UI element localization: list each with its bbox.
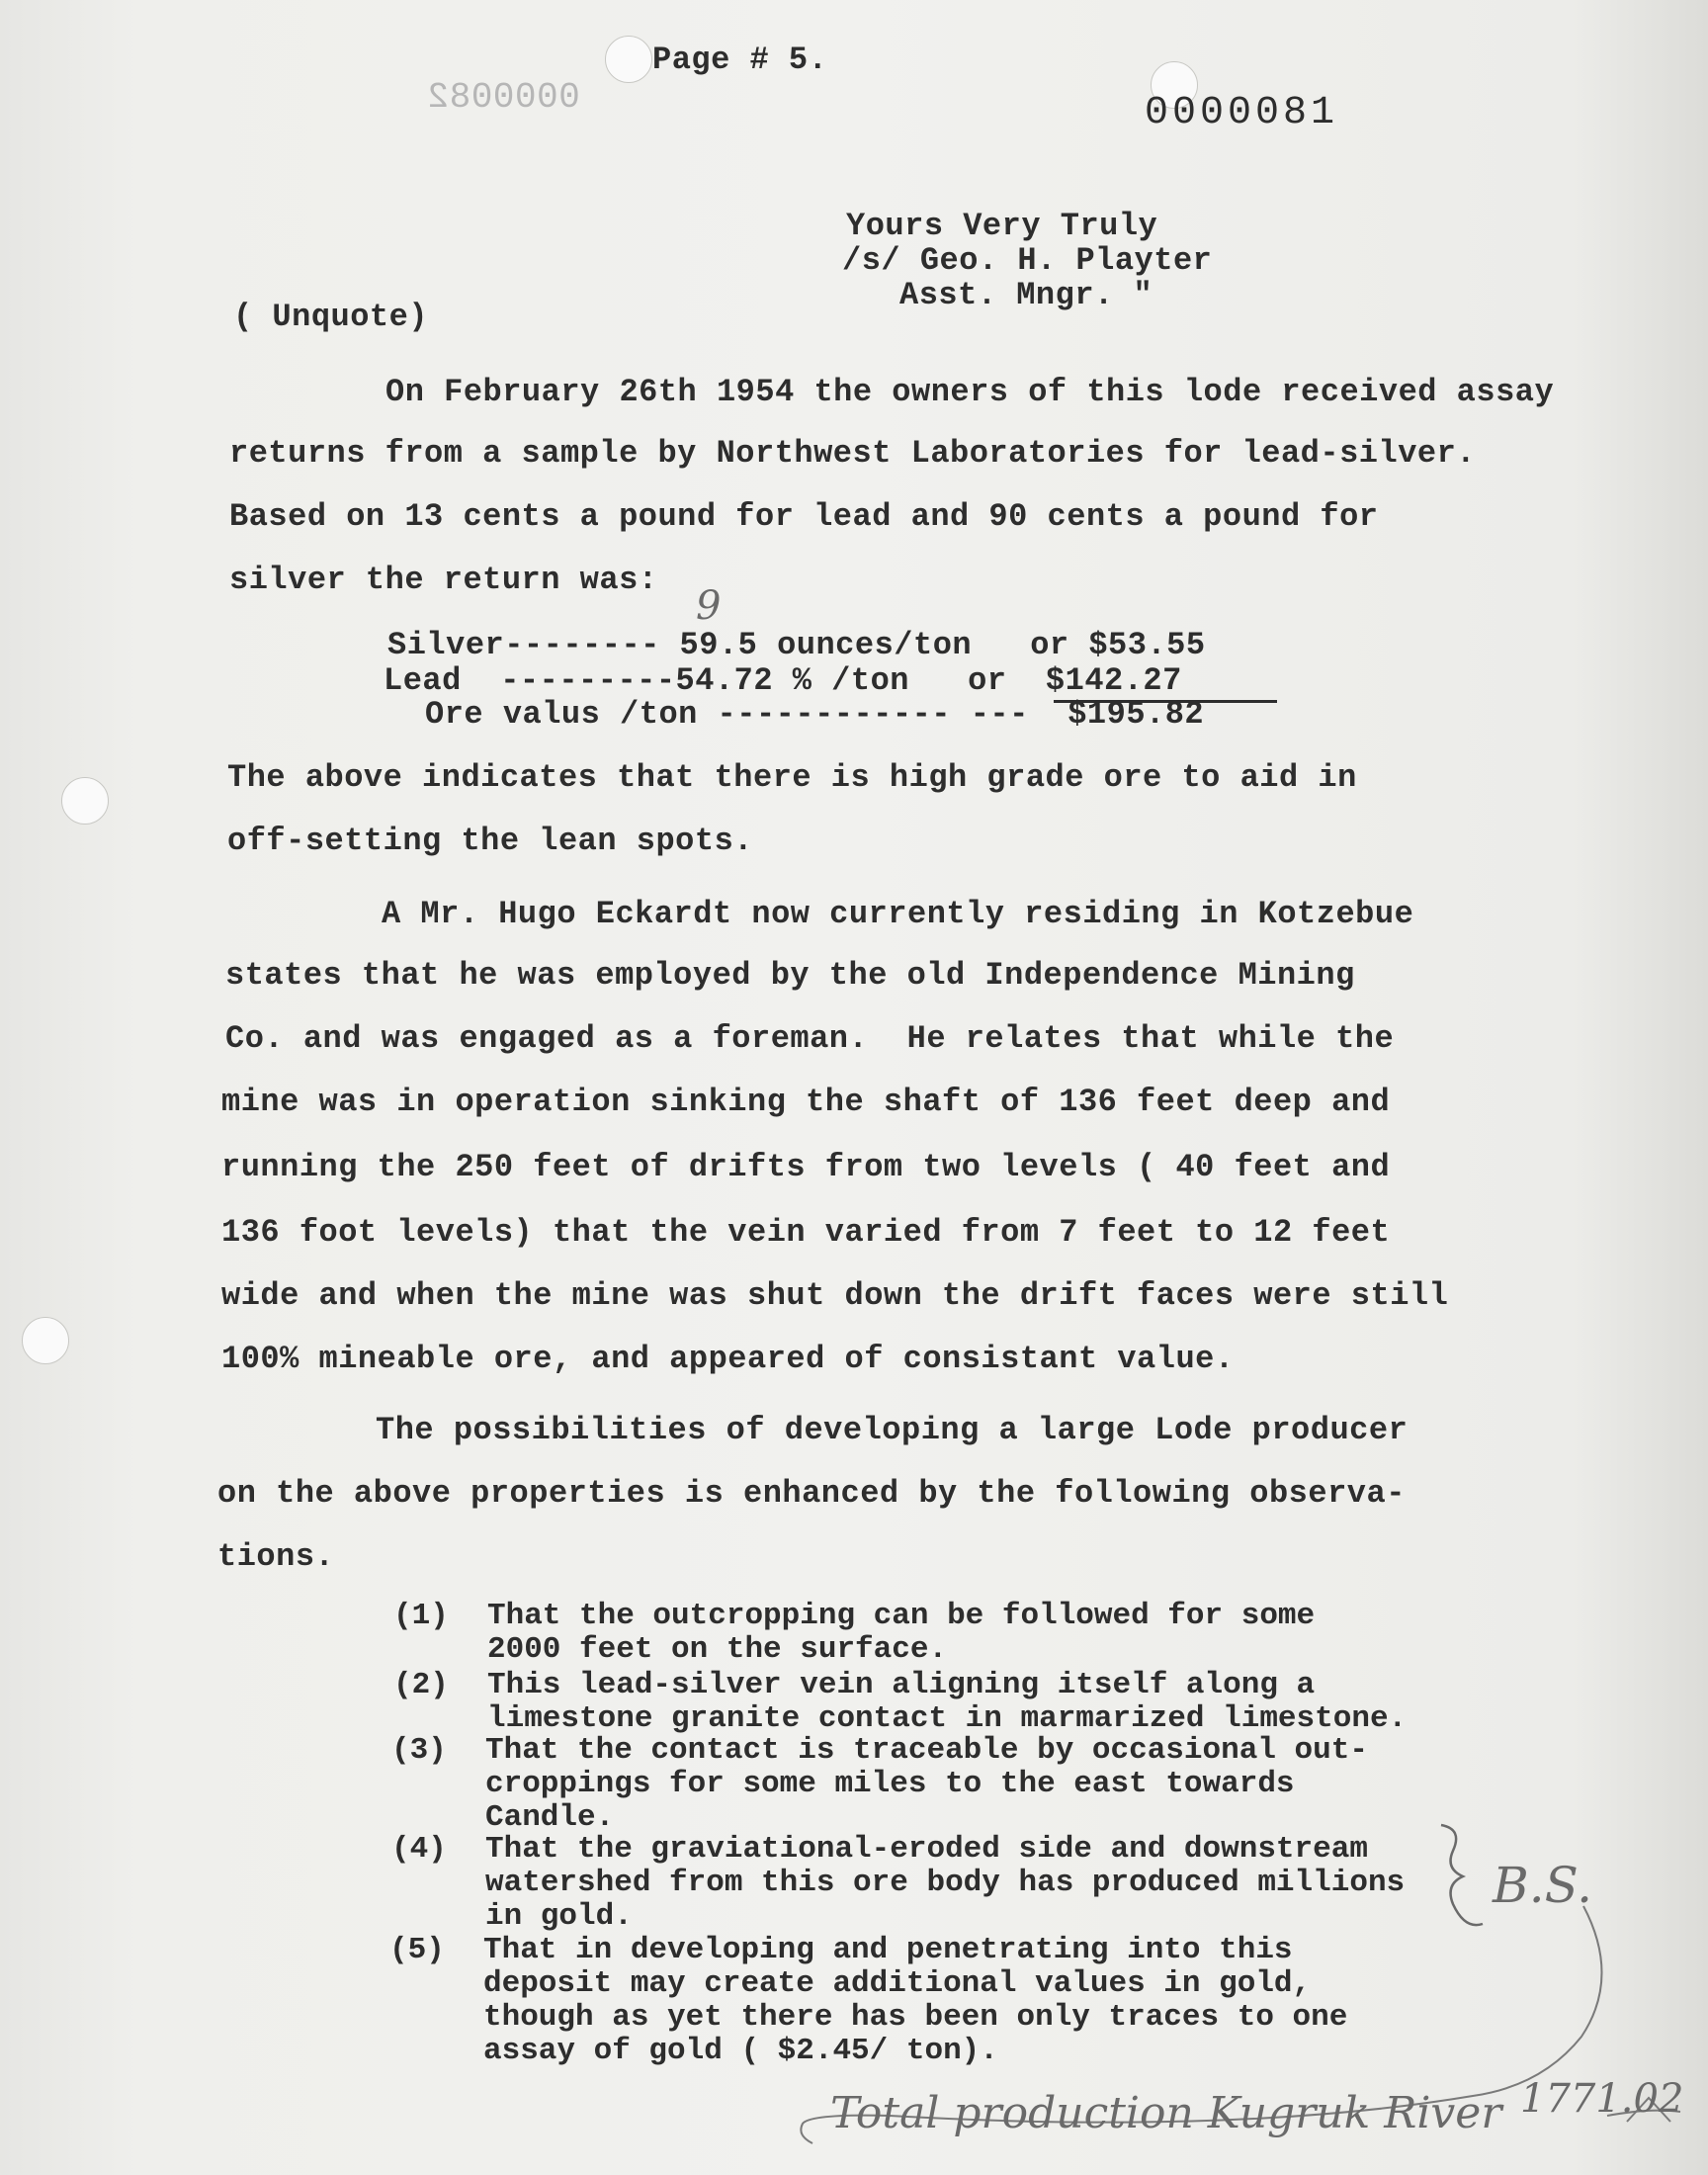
observation-number: (3) [391, 1733, 447, 1768]
paragraph-line: mine was in operation sinking the shaft of 136 feet deep and [221, 1084, 1391, 1120]
paragraph-line: The possibilities of developing a large Lode producer [376, 1412, 1409, 1448]
paragraph-line: silver the return was: [229, 562, 658, 598]
observation-line: That the outcropping can be followed for some [487, 1599, 1316, 1633]
paragraph-line: running the 250 feet of drifts from two levels ( 40 feet and [221, 1149, 1391, 1185]
handwritten-note-bottom: Total production Kugruk River [830, 2088, 1502, 2138]
assay-row-lead: Lead ---------54.72 % /ton or $142.27 [384, 662, 1182, 699]
handwritten-correction: 9 [696, 583, 722, 629]
assay-row-total: Ore valus /ton ------------ --- $195.82 [425, 696, 1205, 733]
paragraph-line: 136 foot levels) that the vein varied from 7 feet to 12 feet [221, 1214, 1391, 1251]
observation-line: That in developing and penetrating into this [483, 1933, 1293, 1967]
observation-line: This lead-silver vein aligning itself along a [487, 1668, 1316, 1702]
closing-salutation: Yours Very Truly [846, 208, 1158, 244]
observation-line: watershed from this ore body has produced millions [485, 1866, 1406, 1900]
observation-line: That the graviational-eroded side and downstream [485, 1832, 1368, 1867]
observation-line: limestone granite contact in marmarized limestone. [487, 1701, 1408, 1736]
observation-line: in gold. [485, 1899, 633, 1934]
handwritten-amount: 1771.02 [1520, 2076, 1684, 2122]
observation-number: (5) [389, 1933, 445, 1967]
document-number: 0000081 [1145, 91, 1339, 135]
handwritten-note-bs: B.S. [1493, 1857, 1593, 1914]
unquote-marker: ( Unquote) [233, 299, 429, 335]
closing-signature: /s/ Geo. H. Playter [842, 242, 1213, 279]
paragraph-line: tions. [217, 1538, 335, 1575]
observation-line: 2000 feet on the surface. [487, 1632, 948, 1667]
observation-number: (2) [393, 1668, 449, 1702]
observation-line: That the contact is traceable by occasional out- [485, 1733, 1368, 1768]
paragraph-line: A Mr. Hugo Eckardt now currently residing in Kotzebue [382, 896, 1414, 932]
closing-title: Asst. Mngr. " [899, 277, 1153, 313]
paragraph-line: Co. and was engaged as a foreman. He relates that while the [225, 1020, 1395, 1057]
paragraph-line: returns from a sample by Northwest Laboratories for lead-silver. [229, 435, 1476, 472]
paragraph-line: wide and when the mine was shut down the drift faces were still [221, 1277, 1449, 1314]
paragraph-line: The above indicates that there is high grade ore to aid in [227, 759, 1357, 796]
observation-line: Candle. [485, 1800, 615, 1835]
bleed-through-stamp: 0000082 [427, 77, 580, 118]
observation-line: deposit may create additional values in gold, [483, 1966, 1312, 2001]
observation-line: assay of gold ( $2.45/ ton). [483, 2034, 998, 2068]
observation-number: (4) [391, 1832, 447, 1867]
assay-row-silver: Silver-------- 59.5 ounces/ton or $53.55 [387, 627, 1206, 663]
paragraph-line: off-setting the lean spots. [227, 823, 753, 859]
page-label: Page # 5. [652, 42, 828, 78]
paragraph-line: On February 26th 1954 the owners of this lode received assay [385, 374, 1555, 410]
paragraph-line: states that he was employed by the old Independence Mining [225, 957, 1355, 994]
brace-mark [1441, 1825, 1483, 1925]
paragraph-line: 100% mineable ore, and appeared of consistant value. [221, 1341, 1235, 1377]
observation-line: though as yet there has been only traces to one [483, 2000, 1348, 2035]
observation-line: croppings for some miles to the east towards [485, 1767, 1295, 1801]
paragraph-line: on the above properties is enhanced by the following observa- [217, 1475, 1406, 1512]
observation-number: (1) [393, 1599, 449, 1633]
paragraph-line: Based on 13 cents a pound for lead and 90 cents a pound for [229, 498, 1379, 535]
